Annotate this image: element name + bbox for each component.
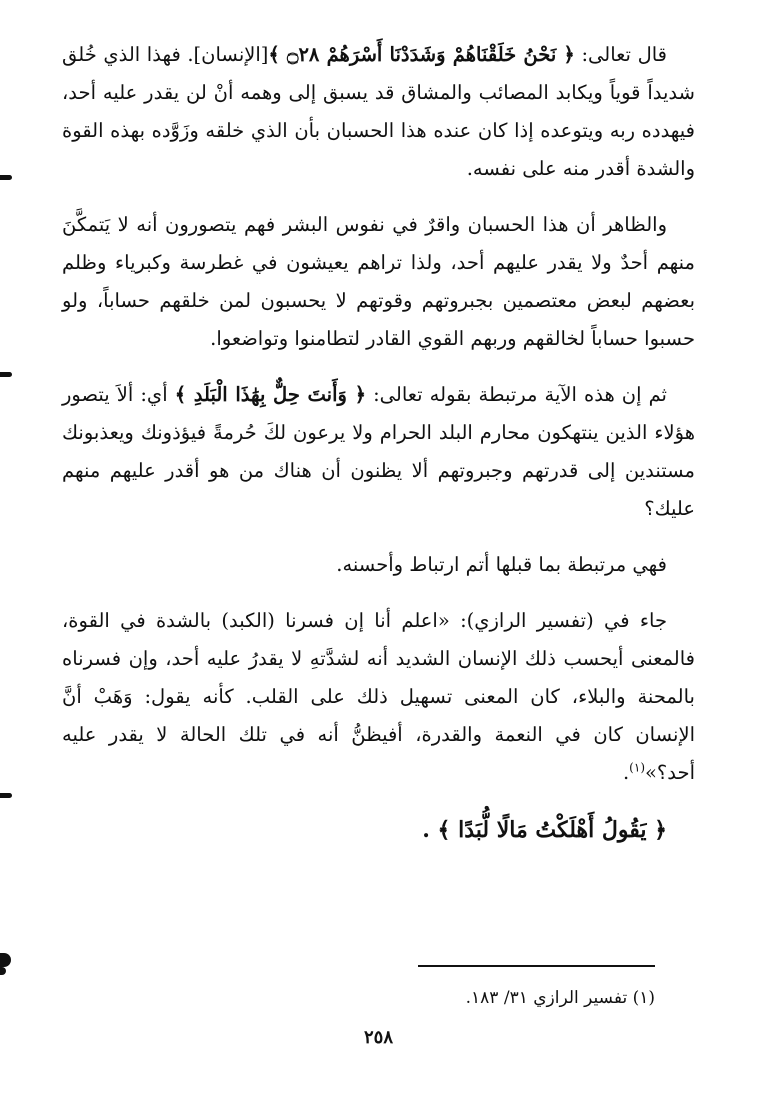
paragraph-4-text: فهي مرتبطة بما قبلها أتم ارتباط وأحسنه. [336,553,667,576]
page-number: ٢٥٨ [363,1027,393,1048]
paragraph-1-intro: قال تعالى: [574,43,668,66]
margin-mark [0,372,12,377]
paragraph-4 [62,546,695,584]
footnote-reference[interactable]: (١) [629,760,645,775]
verse-line [62,810,695,850]
footnote-divider [418,965,655,967]
paragraph-2 [62,206,695,358]
paragraph-5: جاء في (تفسير الرازي): «اعلم أنا إن فسرنا (الكبد) بالشدة في القوة، فالمعنى أيحسب ذلك الإنسان الشديد أنه لشدَّتهِ لا يقدرُ عليه أحد، وإن فسرناه بالمحنة والبلاء، كان المعنى تسهيل ذلك على القلب. كأنه يقول: وَهَبْ أنَّ الإنسان كان في النعمة والقدرة، أفيظنُّ أنه في تلك الحالة لا يقدر عليه أحد؟»$^{(١)}$. [62,609,695,784]
margin-mark [0,953,11,967]
paragraph-2-text: والظاهر أن هذا الحسبان واقرٌ في نفوس البشر فهم يتصورون أنه لا يَتمكَّنَ منهم أحدٌ ولا يقدر عليهم أحد، ولذا تراهم يعيشون في غطرسة وكبرياء وظلم بعضهم لبعض معتصمين بجبروتهم وقوتهم لا يحسبون لمن خلقهم حساباً، ولو حسبوا حساباً لخالقهم وربهم القوي القادر لتطامنوا وتواضعوا. [62,213,695,350]
paragraph-1-body: [الإنسان]. فهذا الذي خُلق شديداً قوياً ويكابد المصائب والمشاق قد يسبق إلى وهمه أنْ لن يقدر عليه أحد، فيهدده ربه ويتوعده إذا كان عنده هذا الحسبان بأن الذي خلقه وزَوَّده بهذه القوة والشدة أقدر منه على نفسه. [62,43,695,180]
paragraph-3-body: أي: ألاَ يتصور هؤلاء الذين ينتهكون محارم البلد الحرام ولا يرعون لكَ حُرمةً فيؤذونك ويعذبونك مستندين إلى قدرتهم وجبروتهم ألا يظنون أن هناك من هو أقدر عليهم منهم عليك؟ [62,383,695,520]
quran-verse-balad: ﴿ وَأَنتَ حِلٌّ بِهَٰذَا الْبَلَدِ ﴾ [174,383,367,406]
margin-mark [0,175,12,180]
paragraph-1 [62,36,695,188]
footnote [466,985,655,1011]
margin-mark [0,793,12,798]
paragraph-3 [62,376,695,528]
paragraph-3-intro: ثم إن هذه الآية مرتبطة بقوله تعالى: [366,383,667,406]
page-body [62,36,695,850]
quran-verse-lubada: ﴿ يَقُولُ أَهْلَكْتُ مَالًا لُّبَدًا ﴾ [437,817,667,843]
footnote-text: (١) تفسير الرازي ٣١/ ١٨٣. [465,988,655,1008]
quran-verse-insan-28: ﴿ نَحْنُ خَلَقْنَاهُمْ وَشَدَدْنَا أَسْرَهُمْ ۝٢٨ ﴾ [268,43,575,66]
paragraph-5-text: جاء في (تفسير الرازي): «اعلم أنا إن فسرنا (الكبد) بالشدة في القوة، فالمعنى أيحسب ذلك الإنسان الشديد أنه لشدَّتهِ لا يقدرُ عليه أحد، وإن فسرناه بالمحنة والبلاء، كان المعنى تسهيل ذلك على القلب. كأنه يقول: وَهَبْ أنَّ الإنسان كان في النعمة والقدرة، أفيظنُّ أنه في تلك الحالة لا يقدر عليه أحد؟» [62,609,695,784]
verse-line-end: . [422,817,438,843]
